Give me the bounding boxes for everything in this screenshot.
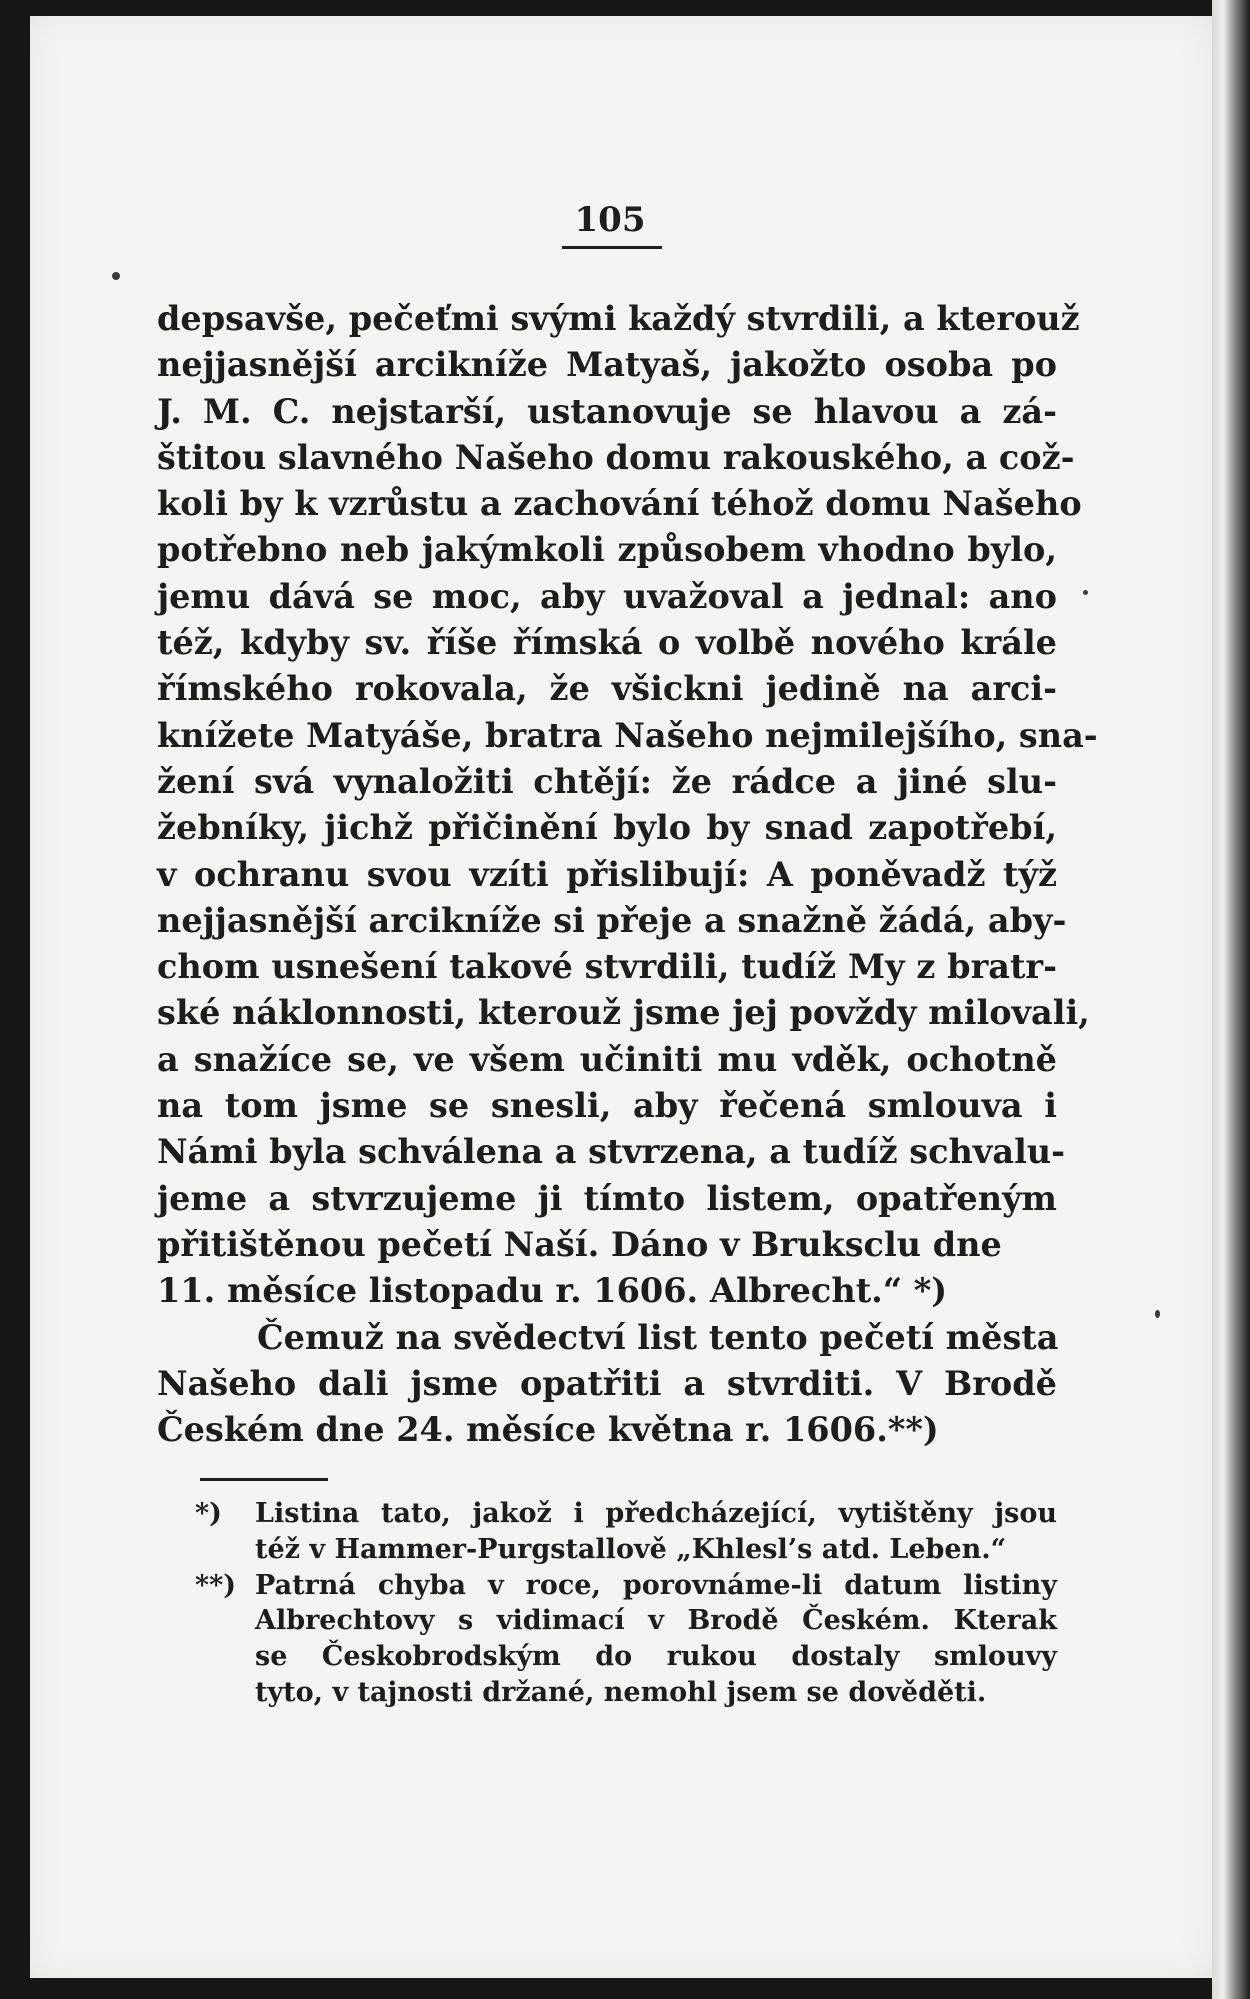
- body-line: 11. měsíce listopadu r. 1606. Albrecht.“ *): [157, 1271, 948, 1311]
- body-line: Našeho dali jsme opatřiti a stvrditi. V Brodě: [157, 1363, 1057, 1403]
- body-line: přitištěnou pečetí Naší. Dáno v Bruksclu dne: [157, 1224, 1002, 1264]
- body-line: koli by k vzrůstu a zachování téhož domu Našeho: [157, 484, 1082, 524]
- footnote-text: též v Hammer-Purgstallově „Khlesl’s atd. Leben.“: [255, 1533, 1007, 1565]
- page-edge: [1212, 0, 1250, 1999]
- body-line: na tom jsme se snesli, aby řečená smlouva i: [157, 1086, 1057, 1126]
- footnote-line: [195, 1532, 1057, 1568]
- body-text: [157, 296, 1098, 1453]
- speck: [1083, 590, 1088, 595]
- footnote-text: Albrechtovy s vidimací v Brodě Českém. Kterak: [255, 1605, 1057, 1637]
- footnote-text: Listina tato, jakož i předcházející, vytištěny jsou: [255, 1498, 1057, 1529]
- body-line: nejjasnější arcikníže Matyaš, jakožto osoba po: [157, 345, 1057, 385]
- body-line: v ochranu svou vzíti přislibují: A poněvadž týž: [157, 854, 1057, 894]
- body-line: Českém dne 24. měsíce května r. 1606.**): [157, 1410, 939, 1450]
- body-line: žení svá vynaložiti chtějí: že rádce a jiné slu-: [157, 761, 1057, 801]
- page-number-underline: [562, 246, 662, 249]
- speck: [1155, 1310, 1160, 1318]
- body-line: knížete Matyáše, bratra Našeho nejmilejšího, sna-: [157, 715, 1098, 755]
- footnotes: [195, 1496, 1057, 1711]
- body-line: potřebno neb jakýmkoli způsobem vhodno bylo,: [157, 530, 1057, 570]
- page-number: 105: [574, 200, 646, 240]
- footnote-line: [195, 1675, 1057, 1711]
- body-line: římského rokovala, že všickni jedině na arci-: [157, 669, 1057, 709]
- footnote-text: se Českobrodským do rukou dostaly smlouvy: [255, 1641, 1057, 1673]
- body-line: žebníky, jichž přičinění bylo by snad zapotřebí,: [157, 808, 1057, 848]
- body-line: též, kdyby sv. říše římská o volbě nového krále: [157, 623, 1057, 663]
- body-line: jeme a stvrzujeme ji tímto listem, opatřeným: [157, 1178, 1057, 1218]
- speck: [112, 272, 120, 280]
- footnote-mark: *): [195, 1498, 222, 1529]
- footnote-line: [195, 1568, 1057, 1604]
- footnote-mark: **): [195, 1569, 237, 1601]
- footnote-text: tyto, v tajnosti držané, nemohl jsem se dověděti.: [255, 1676, 987, 1708]
- body-line: chom usnešení takové stvrdili, tudíž My z bratr-: [157, 947, 1057, 987]
- body-line: jemu dává se moc, aby uvažoval a jednal: ano: [157, 576, 1057, 616]
- body-line: nejjasnější arcikníže si přeje a snažně žádá, aby-: [157, 900, 1067, 940]
- footnote-line: [195, 1496, 1057, 1532]
- footnote-separator: [200, 1478, 328, 1481]
- body-line: ské náklonnosti, kterouž jsme jej povždy milovali,: [157, 993, 1090, 1033]
- body-line: J. M. C. nejstarší, ustanovuje se hlavou a zá-: [157, 391, 1057, 431]
- body-line: Čemuž na svědectví list tento pečetí města: [257, 1317, 1059, 1357]
- body-line: Námi byla schválena a stvrzena, a tudíž schvalu-: [157, 1132, 1066, 1172]
- footnote-line: [195, 1603, 1057, 1639]
- body-line: štitou slavného Našeho domu rakouského, a což-: [157, 437, 1075, 477]
- footnote-line: [195, 1639, 1057, 1675]
- body-line: depsavše, pečeťmi svými každý stvrdili, a kterouž: [157, 299, 1080, 338]
- footnote-text: Patrná chyba v roce, porovnáme-li datum listiny: [255, 1569, 1057, 1601]
- body-line: a snažíce se, ve všem učiniti mu vděk, ochotně: [157, 1039, 1057, 1079]
